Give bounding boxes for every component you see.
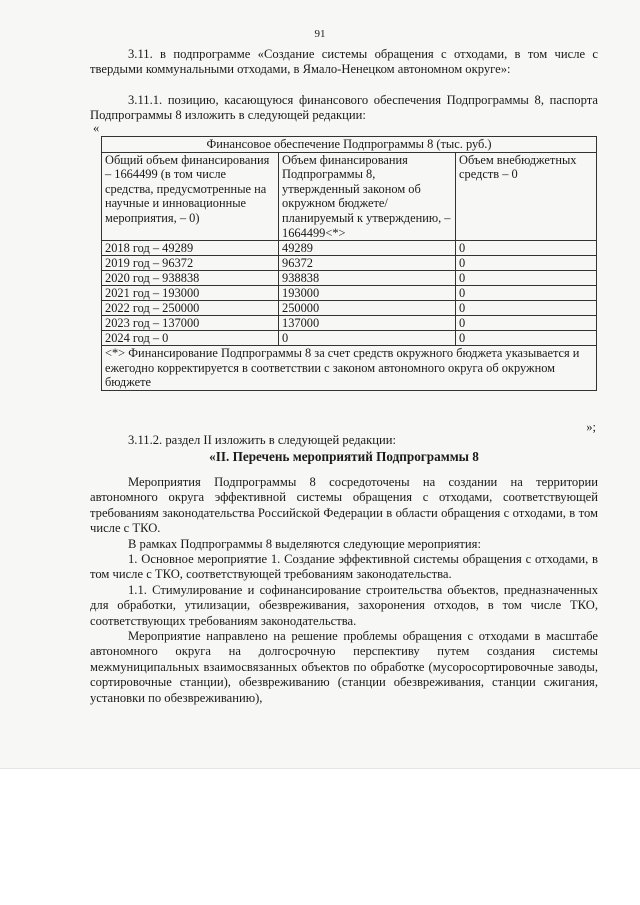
table-row [102,271,597,286]
table-row [102,301,597,316]
section-heading: «II. Перечень мероприятий Подпрограммы 8 [209,449,479,464]
page-edge [0,768,640,769]
row-extra: 0 [456,256,597,271]
row-year: 2024 год – 0 [102,331,279,346]
row-year: 2019 год – 96372 [102,256,279,271]
row-extra: 0 [456,241,597,256]
row-year: 2018 год – 49289 [102,241,279,256]
page-number: 91 [314,28,326,40]
row-year: 2020 год – 938838 [102,271,279,286]
row-extra: 0 [456,331,597,346]
table-header-total: Общий объем финансирования – 1664499 (в том числе средства, предусмотренные на научные и инновационные мероприятия, – 0) [102,152,279,241]
row-year: 2022 год – 250000 [102,301,279,316]
row-approved: 49289 [279,241,456,256]
row-extra: 0 [456,301,597,316]
table-footnote: <*> Финансирование Подпрограммы 8 за счет средств окружного бюджета указывается и ежегодно корректируется в соответствии с законом автономного округа об окружном бюджете [102,346,597,391]
quote-close-mark: »; [586,420,596,434]
table-header-approved: Объем финансирования Подпрограммы 8, утвержденный законом об окружном бюджете/планируемый к утверждению, – 1664499<*> [279,152,456,241]
table-row [102,316,597,331]
quote-open-mark: « [93,121,100,135]
paragraph-3-11-2: 3.11.2. раздел II изложить в следующей редакции: [128,433,396,447]
paragraph-measures-intro: Мероприятия Подпрограммы 8 сосредоточены на создании на территории автономного округа эффективной системы обращения с отходами, соответствующей требованиям законодательства Российской Федерации в области обращения с отходами, в том числе с ТКО. [90,475,598,536]
row-year: 2021 год – 193000 [102,286,279,301]
row-extra: 0 [456,316,597,331]
paragraph-measures-list: В рамках Подпрограммы 8 выделяются следующие мероприятия: [128,537,481,551]
financing-table [101,136,597,391]
paragraph-3-11: 3.11. в подпрограмме «Создание системы обращения с отходами, в том числе с твердыми коммунальными отходами, в Ямало-Ненецком автономном округе»: [90,47,598,77]
paragraph-measure-description: Мероприятие направлено на решение проблемы обращения с отходами в масштабе автономного округа на долгосрочную перспективу путем создания системы межмуниципальных взаимосвязанных объектов по обработке (мусоросортировочные заводы, сортировочные станции), обезвреживанию (станции обезвреживания, станции сжигания, установки по обезвреживанию), [90,629,598,705]
paragraph-measure-1-1: 1.1. Стимулирование и софинансирование строительства объектов, предназначенных для обработки, утилизации, обезвреживания, захоронения отходов, в том числе ТКО, соответствующих требованиям законодательства. [90,583,598,628]
table-row [102,241,597,256]
table-row [102,331,597,346]
paragraph-3-11-1: 3.11.1. позицию, касающуюся финансового обеспечения Подпрограммы 8, паспорта Подпрограммы 8 изложить в следующей редакции: [90,93,598,123]
table-header-extrabudget: Объем внебюджетных средств – 0 [456,152,597,241]
paragraph-main-measure-1: 1. Основное мероприятие 1. Создание эффективной системы обращения с отходами, в том числе с ТКО, соответствующей требованиям законодательства. [90,552,598,582]
table-title: Финансовое обеспечение Подпрограммы 8 (тыс. руб.) [102,137,597,153]
row-year: 2023 год – 137000 [102,316,279,331]
row-approved: 193000 [279,286,456,301]
row-approved: 96372 [279,256,456,271]
row-approved: 0 [279,331,456,346]
row-approved: 938838 [279,271,456,286]
row-extra: 0 [456,271,597,286]
table-row [102,286,597,301]
table-row [102,256,597,271]
row-approved: 137000 [279,316,456,331]
row-approved: 250000 [279,301,456,316]
row-extra: 0 [456,286,597,301]
